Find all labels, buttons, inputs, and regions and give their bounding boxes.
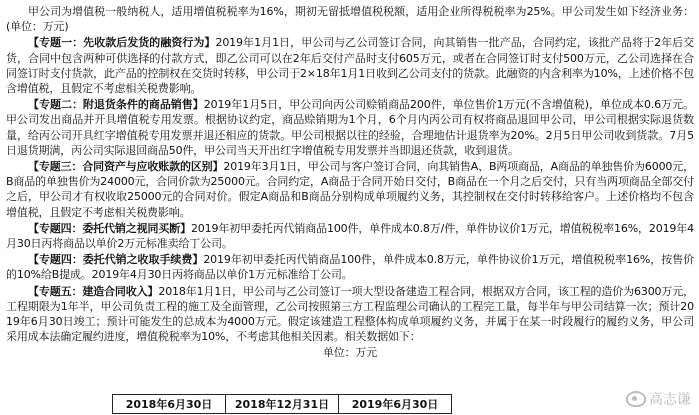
topic-2-title: 【专题二：附退货条件的商品销售】 — [28, 98, 204, 112]
topic-3-body: 2019年3月1日，甲公司与客户签订合同，向其销售A、B两项商品，A商品的单独售价为6000元，B商品的单独售价为24000元，合同价款为25000元。合同约定，A商品于合同开始日交付，B商品在一个月之后交付，只有当两项商品全部交付之后，甲公司才有权收取25000元的合同对价。假定A商品和B商品分别构成单项履约义务，其控制权在交付时转移给客户。上述价格均不包含增值税，且假定不考虑相关税费影响。 — [6, 160, 694, 219]
topic-2-paragraph — [6, 97, 694, 158]
topic-5-title: 【专题五：建造合同收入】 — [28, 284, 159, 298]
topic-1-paragraph — [6, 35, 694, 96]
topic-4b-paragraph — [6, 252, 694, 282]
watermark — [626, 389, 691, 409]
table-header-cell: 2018年6月30日 — [113, 395, 226, 414]
watermark-text: 高志谦 — [649, 392, 691, 408]
topic-3-paragraph — [6, 159, 694, 220]
document-body — [6, 4, 694, 361]
table-header-cell: 2019年6月30日 — [339, 395, 452, 414]
topic-4b-title: 【专题四：委托代销之收取手续费】 — [28, 253, 204, 267]
table-header-row — [113, 395, 452, 414]
topic-4a-paragraph — [6, 221, 694, 251]
topic-5-body: 2018年1月1日，甲公司与乙公司签订一项大型设备建造工程合同，根据双方合同，该工程的造价为6300万元，工程期限为1年半，甲公司负责工程的施工及全面管理，乙公司按照第三方工程监理公司确认的工程完工量，每半年与甲公司结算一次；预计2019年6月30日竣工；预计可能发生的总成本为4000万元。假定该建造工程整体构成单项履约义务，并属于在某一时段履行的履约义务，甲公司采用成本法确定履约进度，增值税税率为10%，不考虑其他相关因素。相关数据如下： — [6, 284, 694, 344]
topic-2-body: 2019年1月5日，甲公司向丙公司赊销商品200件，单位售价1万元(不含增值税)，单位成本0.6万元。甲公司发出商品并开具增值税专用发票。根据协议约定，商品赊销期为1个月，6个月内丙公司有权将商品退回甲公司，甲公司根据实际退货数量，给丙公司开具红字增值税专用发票并退还相应的货款。甲公司根据以往的经验，合理地估计退货率为20%。2月5日甲公司收到货款。7月5日退货期满，丙公司实际退回商品50件，甲公司当天开出红字增值税专用发票并当即退还货款，收到退货。 — [6, 98, 694, 157]
topic-1-body: 2019年1月1日，甲公司与乙公司签订合同，向其销售一批产品，合同约定，该批产品将于2年后交货，合同中包含两种可供选择的付款方式，即乙公司可以在2年后交付产品时支付605万元，或者在合同签订时支付500万元，乙公司选择在合同签订时支付货款，此产品的控制权在交货时转移，甲公司于2×18年1月1日收到乙公司支付的货款。此融资的内含利率为10%，上述价格不包含增值税，且假定不考虑相关税费影响。 — [6, 36, 694, 96]
intro-paragraph: 甲公司为增值税一般纳税人，适用增值税税率为16%，期初无留抵增值税税额，适用企业所得税税率为25%。甲公司发生如下经济业务：(单位：万元) — [6, 5, 694, 34]
weibo-logo-icon — [626, 391, 646, 407]
topic-1-title: 【专题一：先收款后发货的融资行为】 — [28, 36, 216, 50]
topic-3-title: 【专题三：合同资产与应收账款的区别】 — [28, 160, 224, 174]
topic-4a-body: 2019年初甲委托丙代销商品100件，单件成本0.8万/件，单件协议价1万元，增值税税率16%，2019年4月30日丙将商品以单价2万元标准卖给丁公司。 — [6, 221, 695, 251]
topic-5-paragraph — [6, 284, 694, 345]
data-table — [112, 394, 452, 414]
table-header-cell: 2018年12月31日 — [226, 395, 339, 414]
unit-label: 单位：万元 — [322, 346, 378, 360]
topic-4b-body: 2019年初甲委托丙代销商品100件，单件成本0.8万元，单件协议价1万元，增值税税率16%，按售价的10%给B提成。2019年4月30日丙将商品以单价1万元标准给丁公司。 — [6, 253, 694, 282]
topic-4a-title: 【专题四：委托代销之视同买断】 — [28, 221, 191, 235]
